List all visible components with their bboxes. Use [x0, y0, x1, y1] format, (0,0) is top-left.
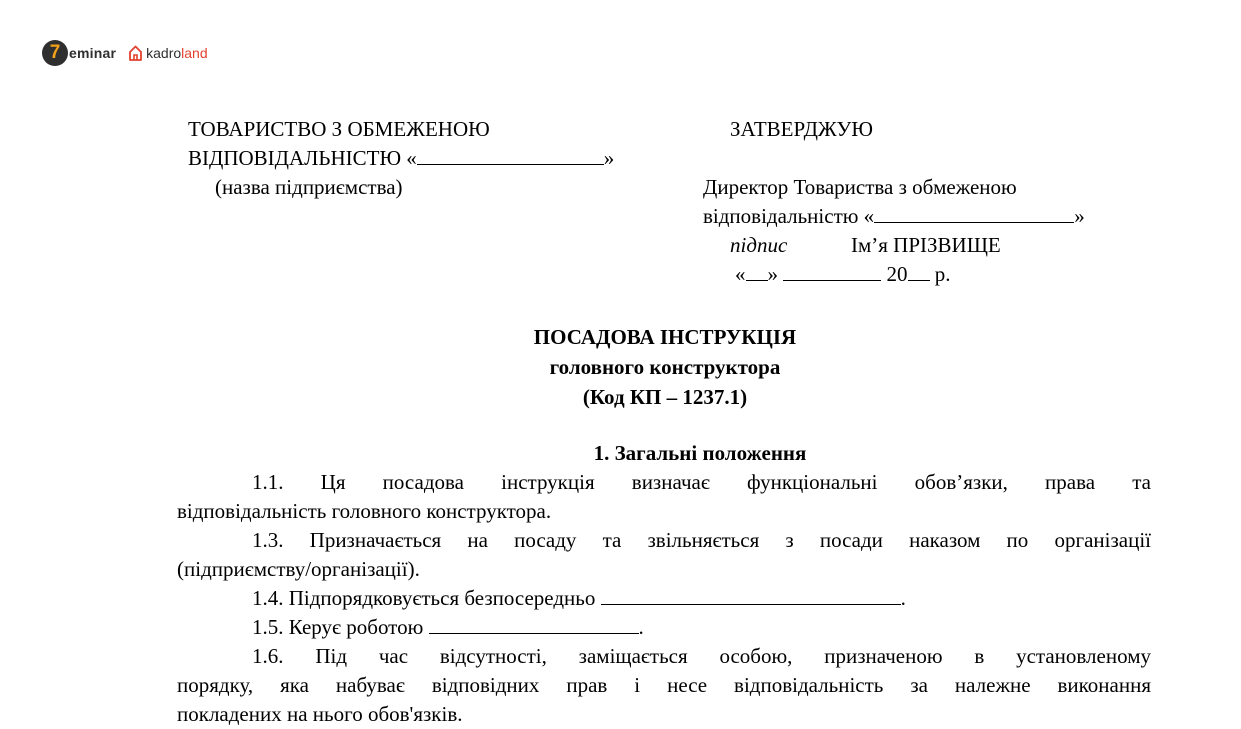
director-line1: Директор Товариства з обмеженою: [703, 175, 1017, 199]
paragraph-1-3-line1: 1.3. Призначається на посаду та звільняється з посади наказом по організації: [252, 528, 1151, 552]
zeminar-logo-digit: 7: [49, 42, 61, 63]
section-heading: 1. Загальні положення: [593, 441, 807, 465]
paragraph-1-3-line2: (підприємству/організації).: [177, 557, 420, 581]
director-name: Ім’я ПРІЗВИЩЕ: [851, 233, 1001, 257]
managed-work-blank: [429, 615, 639, 634]
approval-date: [735, 262, 951, 286]
paragraph-1-5: [177, 613, 1151, 642]
org-caption: (назва підприємства): [215, 175, 403, 199]
paragraph-1-6-line2: порядку, яка набуває відповідних прав і несе відповідальність за належне виконання: [177, 673, 1151, 697]
day-blank: [746, 262, 768, 281]
org-line2-prefix: ВІДПОВІДАЛЬНІСТЮ «: [188, 146, 417, 170]
director-line2-prefix: відповідальністю «: [703, 204, 875, 228]
org-line2: [188, 146, 614, 170]
kadroland-logo: [128, 44, 208, 62]
director-line2: [703, 204, 1085, 228]
zeminar-logo-text: eminar: [69, 45, 117, 61]
month-blank: [783, 262, 881, 281]
supervisor-blank: [601, 586, 901, 605]
position-title: головного конструктора: [549, 355, 781, 379]
org-name-blank: [417, 146, 604, 165]
date-close: »: [767, 262, 778, 286]
kadroland-prefix: kadro: [146, 45, 182, 61]
zeminar-logo-icon: [42, 40, 68, 66]
signature-label: підпис: [730, 233, 788, 257]
paragraph-1-5-text: 1.5. Керує роботою: [252, 615, 424, 639]
paragraph-1-1-line1: 1.1. Ця посадова інструкція визначає функціональні обов’язки, права та: [252, 470, 1151, 494]
date-suffix: р.: [929, 262, 951, 286]
director-org-blank: [874, 204, 1074, 223]
paragraph-1-4-text: 1.4. Підпорядковується безпосередньо: [252, 586, 596, 610]
paragraph-1-4: [177, 584, 1151, 613]
date-open: «: [735, 262, 746, 286]
logo-row: [42, 39, 208, 67]
position-code: (Код КП – 1237.1): [582, 385, 748, 409]
kadroland-logo-text: [146, 45, 208, 61]
kadroland-suffix: land: [181, 45, 208, 61]
document-title: ПОСАДОВА ІНСТРУКЦІЯ: [533, 325, 797, 349]
paragraph-1-4-end: .: [900, 586, 906, 610]
kadroland-house-icon: [128, 44, 143, 62]
paragraph-1-5-end: .: [638, 615, 644, 639]
date-year: 20: [886, 262, 908, 286]
paragraph-1-1-line2: відповідальність головного конструктора.: [177, 499, 552, 523]
paragraph-1-6-line1: 1.6. Під час відсутності, заміщається особою, призначеною в установленому: [252, 644, 1151, 668]
paragraph-1-6-line3: покладених на нього обов'язків.: [177, 702, 463, 726]
director-line2-suffix: »: [1074, 204, 1085, 228]
org-line1: ТОВАРИСТВО З ОБМЕЖЕНОЮ: [188, 117, 490, 141]
org-line2-suffix: »: [603, 146, 615, 170]
approve-heading: ЗАТВЕРДЖУЮ: [730, 117, 873, 141]
year-blank: [908, 262, 930, 281]
